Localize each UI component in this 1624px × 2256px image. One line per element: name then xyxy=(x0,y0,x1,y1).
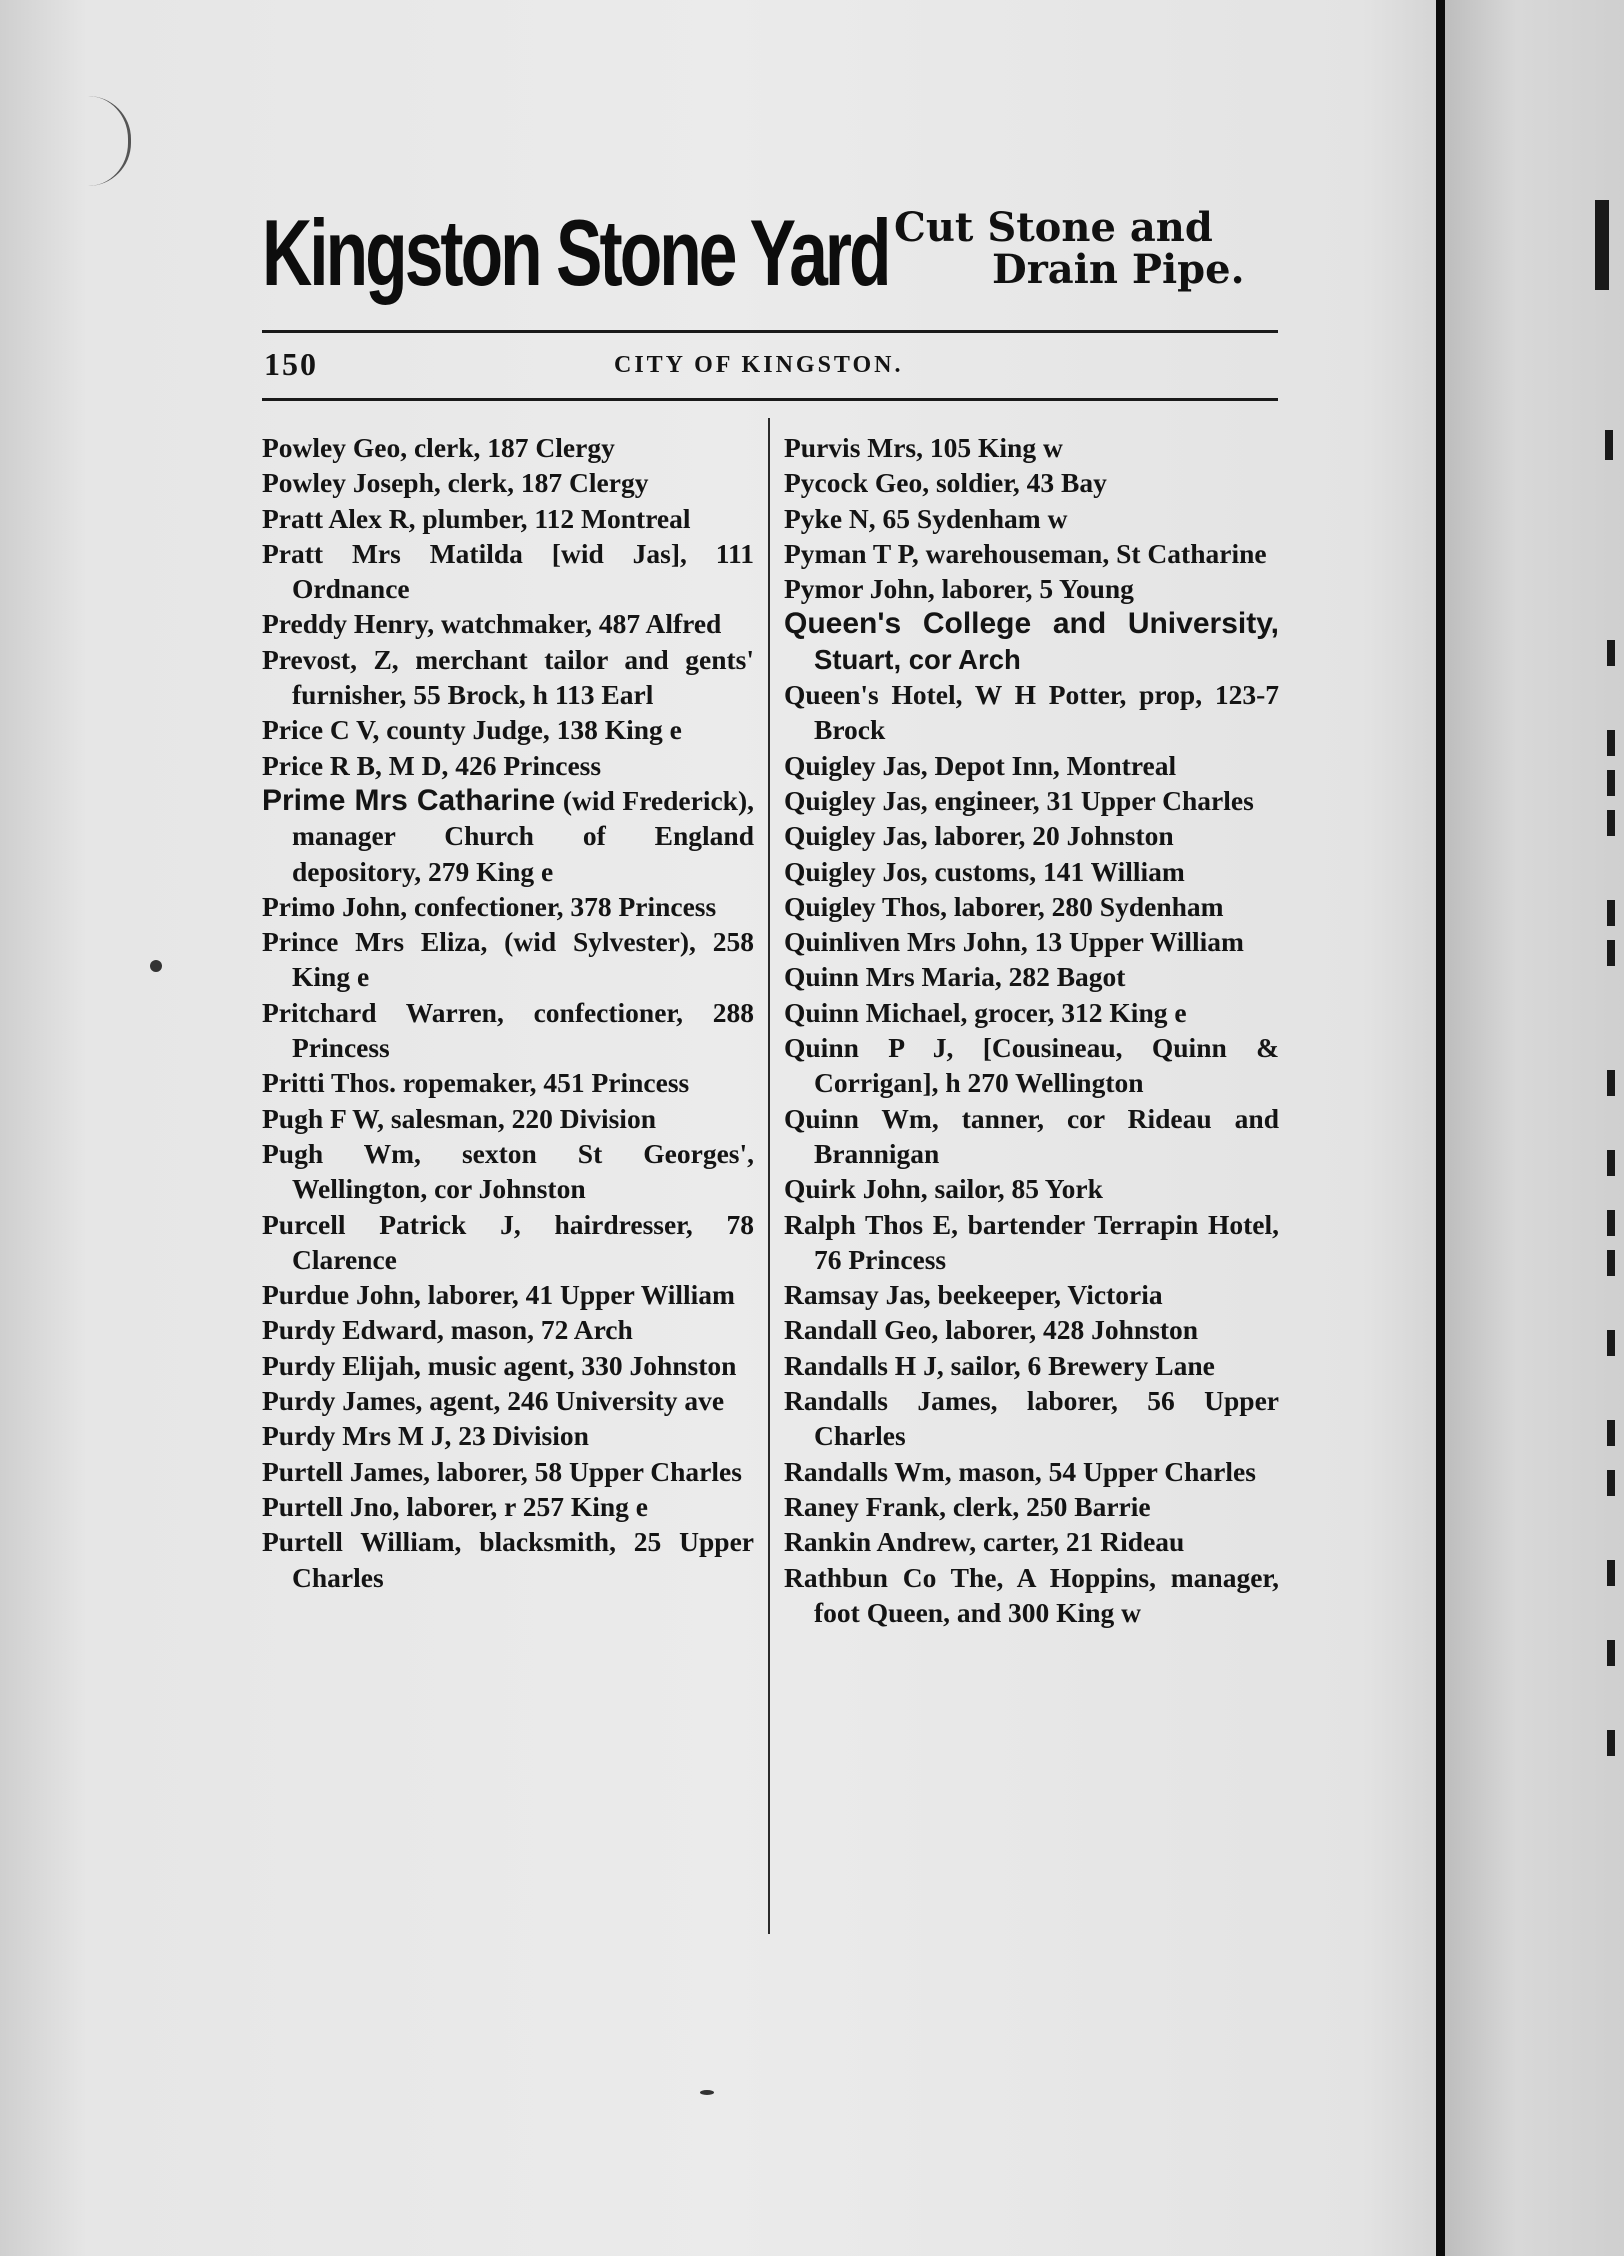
list-item: Purtell James, laborer, 58 Upper Charles xyxy=(262,1455,742,1487)
list-item: Quigley Jas, engineer, 31 Upper Charles xyxy=(784,784,1254,816)
adjacent-page-glyph xyxy=(1607,1470,1615,1496)
list-item: Pyman T P, warehouseman, St Catharine xyxy=(784,537,1267,569)
list-item: Raney Frank, clerk, 250 Barrie xyxy=(784,1490,1151,1522)
list-item: Price R B, M D, 426 Princess xyxy=(262,749,602,781)
adjacent-page-glyph xyxy=(1607,1150,1615,1176)
list-item: Powley Joseph, clerk, 187 Clergy xyxy=(262,467,649,499)
left-column xyxy=(262,430,754,1595)
list-item: Purtell William, blacksmith, 25 Upper Charles xyxy=(262,1526,754,1593)
list-item: Ramsay Jas, beekeeper, Victoria xyxy=(784,1279,1163,1311)
ad-headline: Kingston Stone Yard xyxy=(262,200,889,305)
list-item: Purdy Edward, mason, 72 Arch xyxy=(262,1314,633,1346)
running-header xyxy=(262,346,1278,386)
list-item: Price C V, county Judge, 138 King e xyxy=(262,714,682,746)
ad-subline-1: Cut Stone and xyxy=(894,204,1213,251)
list-item: Powley Geo, clerk, 187 Clergy xyxy=(262,432,615,463)
adjacent-page-glyph xyxy=(1607,1330,1615,1356)
list-item: Ralph Thos E, bartender Terrapin Hotel, 76 Princess xyxy=(784,1208,1279,1275)
list-item-continuation: Frederick), manager Church of England depository, 279 King e xyxy=(292,784,754,887)
list-item: Quigley Thos, laborer, 280 Sydenham xyxy=(784,890,1224,922)
list-item: Quigley Jos, customs, 141 William xyxy=(784,855,1185,887)
adjacent-page-glyph xyxy=(1607,1560,1615,1586)
list-item: Pritti Thos. ropemaker, 451 Princess xyxy=(262,1067,690,1099)
gutter-binding-line xyxy=(1436,0,1445,2256)
list-item: Purdy Mrs M J, 23 Division xyxy=(262,1420,589,1452)
list-item: Rathbun Co The, A Hoppins, manager, foot Queen, and 300 King w xyxy=(784,1561,1279,1628)
list-item: Pratt Alex R, plumber, 112 Montreal xyxy=(262,502,691,534)
adjacent-page-glyph xyxy=(1607,770,1615,796)
header-bottom-rule xyxy=(262,398,1278,401)
list-item: Queen's Hotel, W H Potter, prop, 123-7 Brock xyxy=(784,679,1279,746)
adjacent-page-glyph xyxy=(1607,1250,1615,1276)
list-item-queens-college xyxy=(784,606,1279,677)
page-title: CITY OF KINGSTON. xyxy=(614,352,904,378)
list-item-lead: Queen's College and University, xyxy=(784,607,1279,641)
list-item: Purvis Mrs, 105 King w xyxy=(784,432,1063,463)
list-item-prime xyxy=(262,783,754,889)
list-item: Quinn P J, [Cousineau, Quinn & Corrigan], h 270 Wellington xyxy=(784,1032,1279,1099)
adjacent-page-glyph xyxy=(1607,1730,1615,1756)
adjacent-page-glyph xyxy=(1607,1070,1615,1096)
list-item: Quinliven Mrs John, 13 Upper William xyxy=(784,926,1244,958)
list-item: Rankin Andrew, carter, 21 Rideau xyxy=(784,1526,1185,1558)
list-item: Randalls James, laborer, 56 Upper Charles xyxy=(784,1385,1279,1452)
list-item: Quinn Mrs Maria, 282 Bagot xyxy=(784,961,1126,993)
list-item: Pugh Wm, sexton St Georges', Wellington, cor Johnston xyxy=(262,1137,754,1205)
adjacent-page-glyph xyxy=(1607,940,1615,966)
list-item: Quigley Jas, laborer, 20 Johnston xyxy=(784,820,1174,852)
adjacent-page-glyph xyxy=(1605,430,1613,460)
list-item: Pyke N, 65 Sydenham w xyxy=(784,502,1068,534)
list-item: Randall Geo, laborer, 428 Johnston xyxy=(784,1314,1199,1346)
ink-speck xyxy=(150,960,162,972)
list-item: Pugh F W, salesman, 220 Division xyxy=(262,1102,656,1134)
list-item: Purdue John, laborer, 41 Upper William xyxy=(262,1279,735,1311)
list-item: Pycock Geo, soldier, 43 Bay xyxy=(784,467,1107,499)
column-divider xyxy=(768,418,770,1934)
adjacent-page-glyph xyxy=(1607,640,1615,666)
list-item: Purdy Elijah, music agent, 330 Johnston xyxy=(262,1349,737,1381)
ad-subline-2: Drain Pipe. xyxy=(992,246,1245,293)
adjacent-page-glyph xyxy=(1607,1210,1615,1236)
list-item: Pymor John, laborer, 5 Young xyxy=(784,573,1134,605)
adjacent-page-glyph xyxy=(1607,730,1615,756)
ink-speck xyxy=(700,2090,714,2095)
list-item-lead-rest: (wid xyxy=(555,784,615,816)
page-number: 150 xyxy=(264,346,318,382)
list-item: Pritchard Warren, confectioner, 288 Princess xyxy=(262,996,754,1064)
right-column xyxy=(784,430,1279,1630)
list-item-lead: Prime Mrs Catharine xyxy=(262,783,556,817)
list-item: Quigley Jas, Depot Inn, Montreal xyxy=(784,749,1177,781)
list-item: Preddy Henry, watchmaker, 487 Alfred xyxy=(262,608,722,640)
list-item: Quinn Wm, tanner, cor Rideau and Brannigan xyxy=(784,1102,1279,1169)
header-top-rule xyxy=(262,330,1278,333)
adjacent-page-glyph xyxy=(1607,900,1615,926)
scan-mark xyxy=(88,96,131,186)
list-item: Purcell Patrick J, hairdresser, 78 Clarence xyxy=(262,1208,754,1275)
list-item: Quirk John, sailor, 85 York xyxy=(784,1173,1103,1205)
list-item: Prevost, Z, merchant tailor and gents' furnisher, 55 Brock, h 113 Earl xyxy=(262,643,754,711)
adjacent-page-glyph xyxy=(1595,200,1609,290)
list-item: Purdy James, agent, 246 University ave xyxy=(262,1385,725,1417)
list-item-continuation: Stuart, cor Arch xyxy=(814,643,1021,675)
adjacent-page-glyph xyxy=(1607,810,1615,836)
adjacent-page-glyph xyxy=(1607,1640,1615,1666)
adjacent-page-edge xyxy=(1445,0,1624,2256)
advertisement-banner xyxy=(262,198,1282,310)
list-item: Primo John, confectioner, 378 Princess xyxy=(262,890,717,922)
list-item: Purtell Jno, laborer, r 257 King e xyxy=(262,1490,649,1522)
list-item: Quinn Michael, grocer, 312 King e xyxy=(784,996,1187,1028)
adjacent-page-glyph xyxy=(1607,1420,1615,1446)
list-item: Prince Mrs Eliza, (wid Sylvester), 258 King e xyxy=(262,926,754,993)
list-item: Randalls Wm, mason, 54 Upper Charles xyxy=(784,1455,1256,1487)
list-item: Pratt Mrs Matilda [wid Jas], 111 Ordnance xyxy=(262,537,754,605)
list-item: Randalls H J, sailor, 6 Brewery Lane xyxy=(784,1349,1215,1381)
